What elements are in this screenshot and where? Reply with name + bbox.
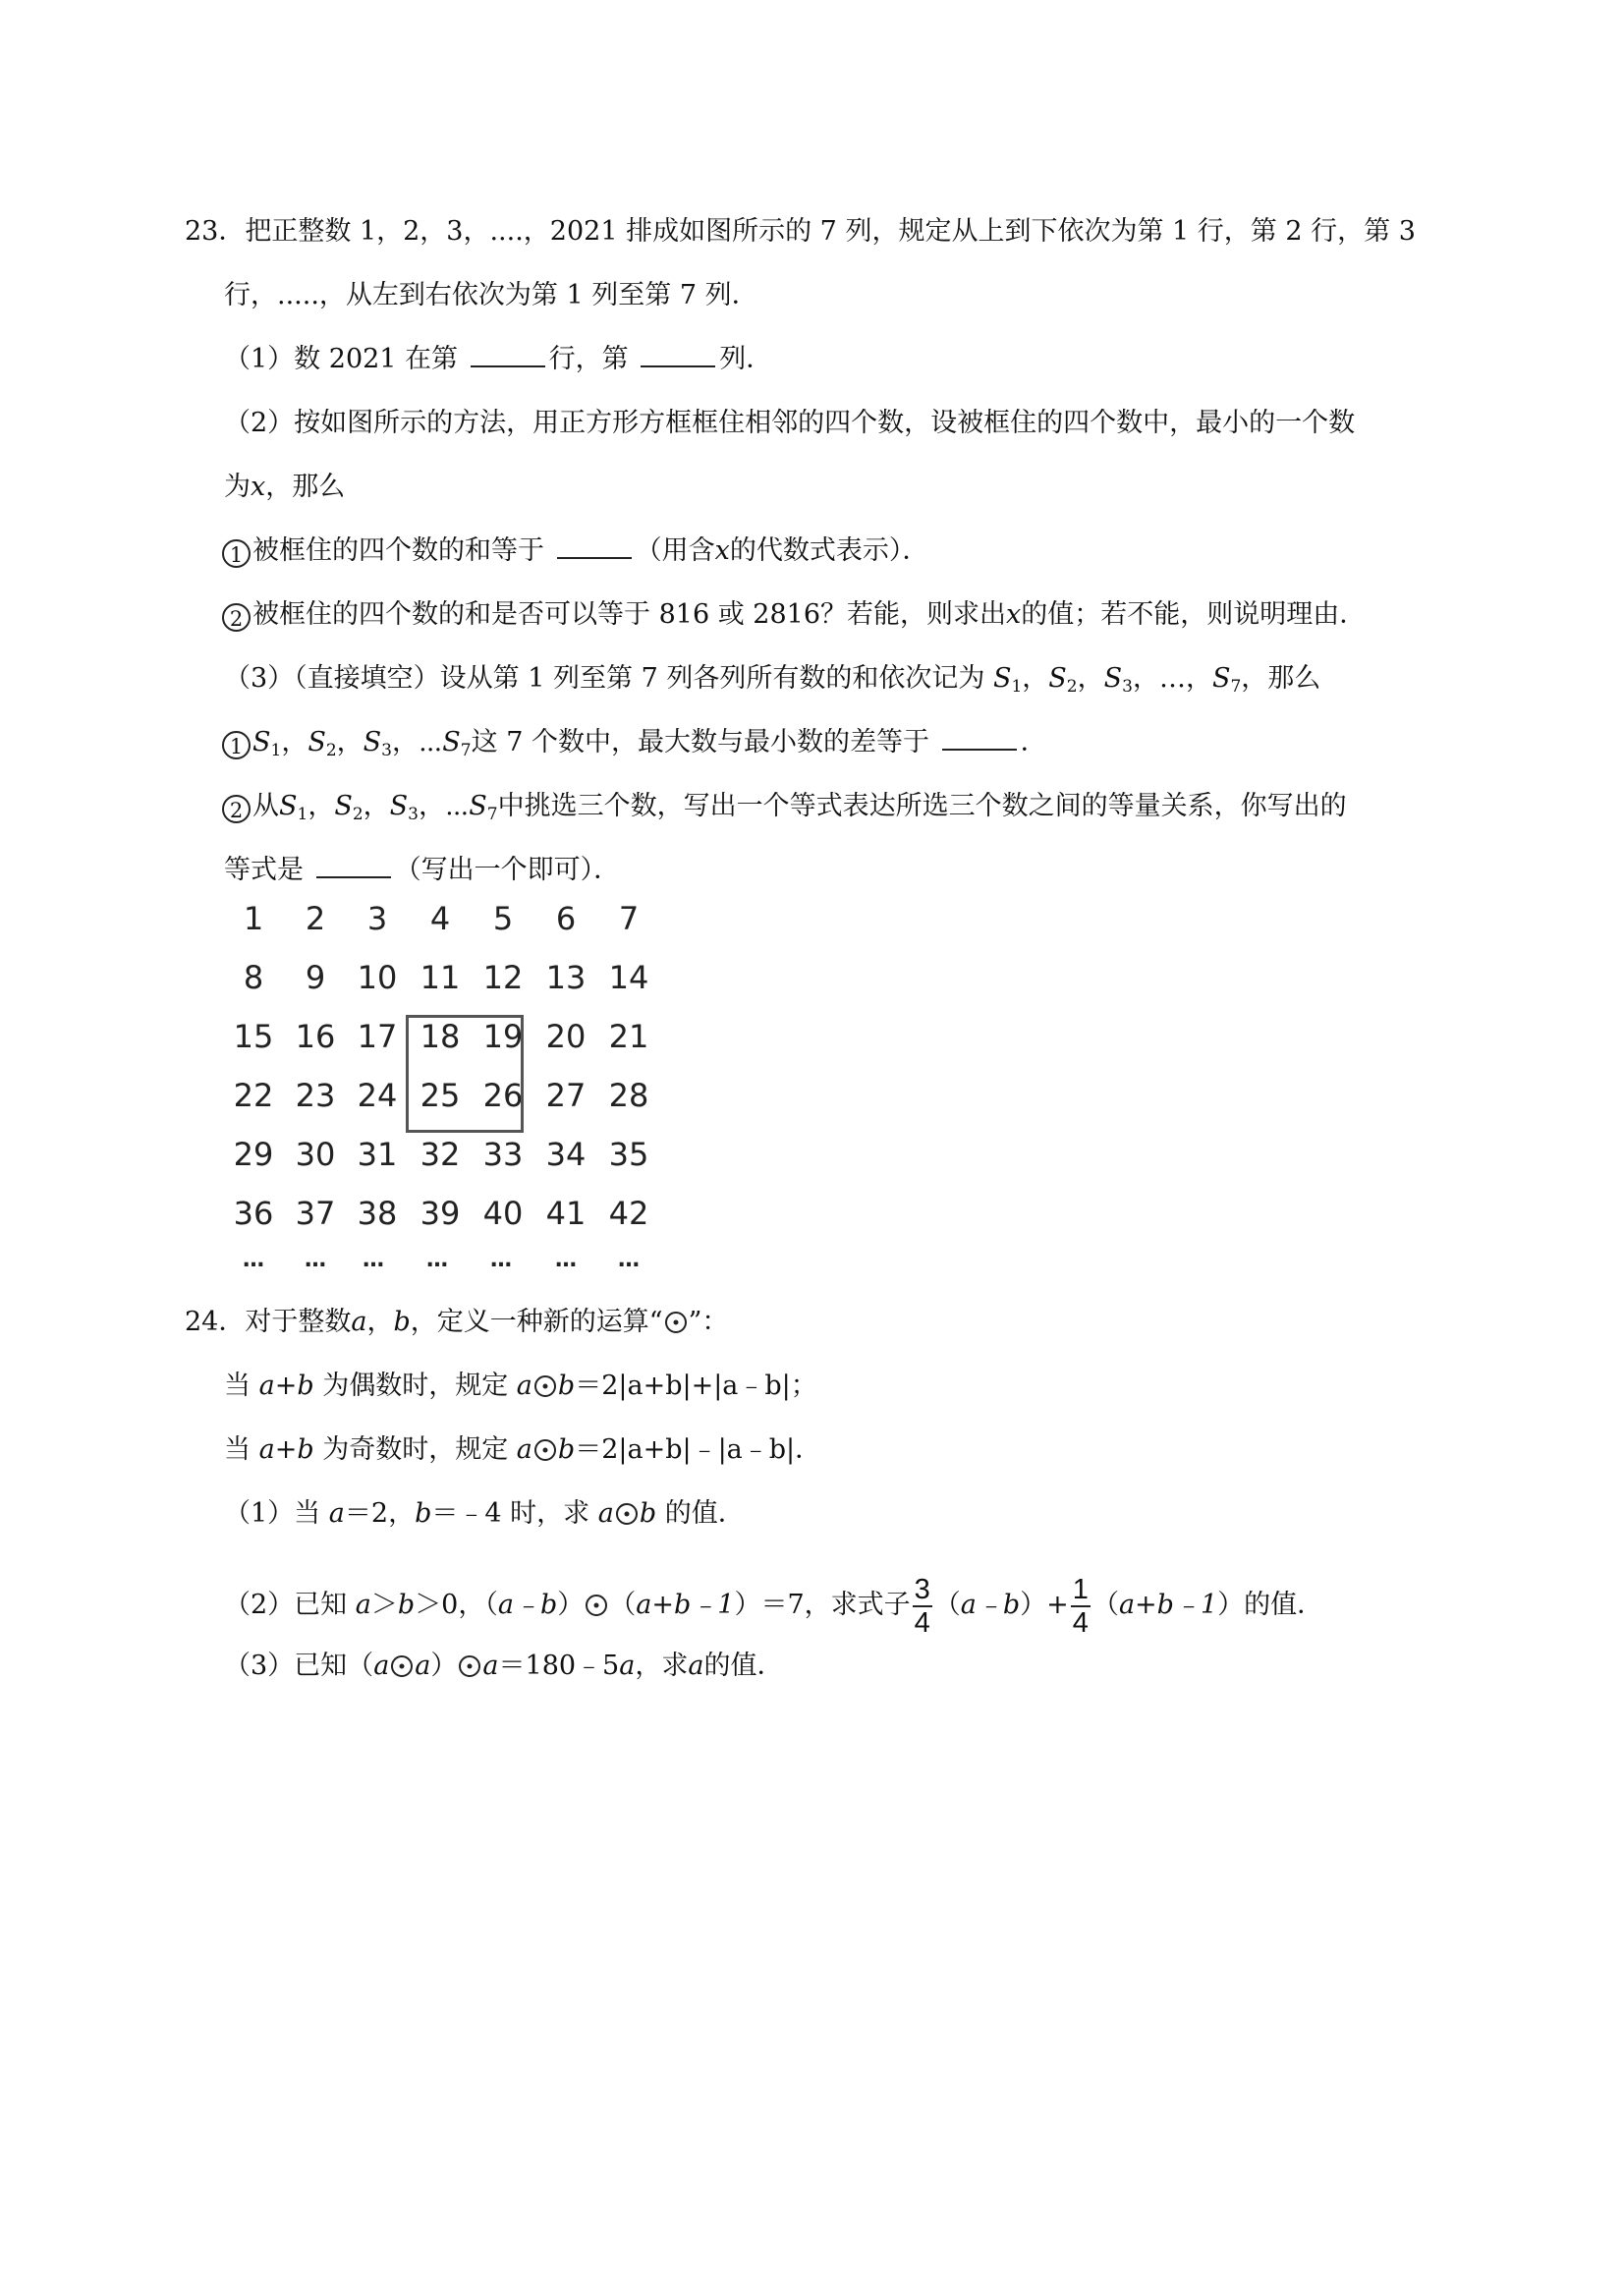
grid-cell: 30: [295, 1136, 336, 1173]
q23-p2-text-3: ，那么: [265, 472, 346, 502]
grid-cell: 33: [482, 1136, 524, 1173]
q24-p2-text-6: ）＝7，求式子: [734, 1590, 911, 1620]
q24-p2-text-2: ＞: [370, 1590, 398, 1620]
grid-cell: 1: [243, 900, 264, 937]
comma: ，: [1077, 663, 1104, 694]
subscript: 1: [1011, 677, 1023, 697]
grid-cell: 37: [295, 1195, 336, 1232]
circled-one-icon: 1: [222, 731, 251, 759]
answer-blank-equation[interactable]: [316, 853, 391, 878]
q24-definition-odd: [224, 1432, 821, 1468]
grid-cell: 19: [482, 1018, 524, 1055]
variable-b: b: [397, 1590, 416, 1620]
q24-p2-text-4: ）: [557, 1590, 585, 1620]
q23-p2-2-text-2: 的值；若不能，则说明理由．: [1021, 599, 1367, 630]
variable-b: b: [393, 1307, 411, 1337]
grid-cell: 34: [545, 1136, 587, 1173]
subscript: 2: [1066, 677, 1078, 697]
circled-two-icon: 2: [222, 603, 251, 632]
grid-cell: 39: [420, 1195, 461, 1232]
symbol-s: S: [1103, 663, 1123, 694]
q24-p1-text-2: ＝2，: [344, 1498, 416, 1529]
q24-stem: [185, 1305, 728, 1340]
q24-def-formula: ＝2|a+b|+|a﹣b|；: [575, 1371, 817, 1401]
grid-ellipsis: …: [243, 1248, 264, 1272]
variable-x: x: [1006, 599, 1022, 630]
comma: ，: [418, 791, 445, 821]
q23-part3-sub1: [222, 725, 1047, 768]
variable-b: b: [557, 1371, 576, 1401]
q24-definition-even: [224, 1369, 817, 1404]
odot-operator-icon: [459, 1655, 480, 1677]
variable-a: a: [516, 1434, 532, 1465]
q23-p3-2-text-4: （写出一个即可）．: [394, 855, 621, 885]
q23-p1-text-2: 行，第: [548, 344, 629, 374]
symbol-s: S: [992, 663, 1012, 694]
q23-p2-1-text: 被框住的四个数的和等于: [252, 535, 544, 566]
grid-cell: 42: [608, 1195, 649, 1232]
grid-cell: 13: [545, 959, 587, 996]
grid-cell: 29: [233, 1136, 274, 1173]
q24-p2-text-9: （: [1091, 1590, 1119, 1620]
q23-p3-2-text-3: 等式是: [224, 855, 304, 885]
q24-p1-text-3: ＝﹣4 时，求: [431, 1498, 590, 1529]
subscript: 7: [486, 805, 498, 824]
symbol-s: S: [363, 727, 382, 757]
grid-cell: 21: [608, 1018, 649, 1055]
comma: ，: [336, 727, 364, 757]
subscript: 1: [270, 741, 282, 760]
q23-stem-line1: [185, 214, 1416, 250]
square-frame-box: [406, 1015, 524, 1133]
q24-p3-text-2: ）: [430, 1651, 458, 1681]
grid-cell: 32: [420, 1136, 461, 1173]
q24-p2-text: （2）已知: [224, 1590, 348, 1620]
variable-x: x: [714, 535, 730, 566]
q24-p1-text: （1）当: [224, 1498, 321, 1529]
circled-two-icon: 2: [222, 795, 251, 823]
expression-a-minus-b: a﹣b: [497, 1590, 558, 1620]
q24-p2-text-7: （: [933, 1590, 961, 1620]
variable-a: a: [351, 1307, 367, 1337]
subscript: 3: [408, 805, 419, 824]
grid-cell: 14: [608, 959, 649, 996]
q24-stem-text-3: ”：: [688, 1307, 729, 1337]
q24-p1-text-4: 的值．: [664, 1498, 745, 1529]
variable-b: b: [557, 1434, 576, 1465]
grid-cell: 10: [357, 959, 398, 996]
q24-p2-text-10: ）的值．: [1217, 1590, 1324, 1620]
variable-a: a: [688, 1651, 704, 1681]
grid-cell: 38: [357, 1195, 398, 1232]
symbol-s: S: [1048, 663, 1067, 694]
q23-p3-2-text: 从: [252, 791, 279, 821]
odot-operator-icon: [534, 1439, 556, 1461]
expression-a-plus-b-minus-1: a+b﹣1: [1118, 1590, 1218, 1620]
grid-cell: 16: [295, 1018, 336, 1055]
q24-p3-text-4: ，求: [635, 1651, 689, 1681]
grid-cell: 3: [366, 900, 388, 937]
q24-p3-text-5: 的值．: [703, 1651, 784, 1681]
grid-cell: 12: [482, 959, 524, 996]
fraction-denominator: 4: [1072, 1606, 1089, 1639]
grid-cell: 36: [233, 1195, 274, 1232]
subscript: 2: [352, 805, 364, 824]
grid-cell: 6: [555, 900, 577, 937]
q23-p3-text: （3）（直接填空）设从第 1 列至第 7 列各列所有数的和依次记为: [224, 663, 985, 694]
expression-a-plus-b: a+b: [258, 1371, 314, 1401]
grid-cell: 40: [482, 1195, 524, 1232]
grid-cell: 35: [608, 1136, 649, 1173]
grid-cell: 5: [492, 900, 514, 937]
q23-p3-text-2: ，那么: [1241, 663, 1321, 694]
variable-a: a: [415, 1651, 431, 1681]
q23-p2-text: （2）按如图所示的方法，用正方形方框框住相邻的四个数，设被框住的四个数中，最小的一个数: [224, 408, 1356, 438]
subscript: 3: [1122, 677, 1133, 697]
grid-cell: 18: [420, 1018, 461, 1055]
q23-p3-1-text: 这 7 个数中，最大数与最小数的差等于: [471, 727, 929, 757]
grid-ellipsis: …: [305, 1248, 326, 1272]
q23-part2-line1: [224, 406, 1355, 441]
q23-p2-1-text-3: 的代数式表示）．: [729, 535, 929, 566]
comma: ，: [308, 791, 335, 821]
subscript: 1: [297, 805, 308, 824]
fraction-three-quarters: [913, 1574, 932, 1639]
odot-operator-icon: [665, 1312, 687, 1333]
symbol-s: S: [308, 727, 326, 757]
variable-a: a: [619, 1651, 636, 1681]
variable-a: a: [516, 1371, 532, 1401]
fraction-denominator: 4: [914, 1606, 930, 1639]
variable-a: a: [328, 1498, 345, 1529]
q23-p1-text: （1）数 2021 在第: [224, 344, 459, 374]
symbol-s: S: [389, 791, 409, 821]
grid-ellipsis: …: [618, 1248, 640, 1272]
q23-part2-sub2: [222, 597, 1366, 633]
q23-p1-text-3: 列．: [719, 344, 773, 374]
symbol-s: S: [334, 791, 353, 821]
q23-p3-1-text-2: ．: [1020, 727, 1047, 757]
grid-cell: 4: [429, 900, 451, 937]
q24-part1: [224, 1496, 745, 1532]
grid-cell: 27: [545, 1077, 587, 1114]
grid-cell: 11: [420, 959, 461, 996]
subscript: 3: [381, 741, 392, 760]
symbol-s: S: [252, 727, 271, 757]
answer-blank-column[interactable]: [641, 342, 715, 367]
q24-number: 24．: [185, 1307, 246, 1337]
q24-p3-text-3: ＝180﹣5: [498, 1651, 620, 1681]
grid-ellipsis: …: [363, 1248, 384, 1272]
grid-cell: 25: [420, 1077, 461, 1114]
q24-stem-text-2: ，定义一种新的运算“: [410, 1307, 663, 1337]
grid-cell: 15: [233, 1018, 274, 1055]
variable-b: b: [639, 1498, 657, 1529]
q24-def-text: 当: [224, 1434, 251, 1465]
q23-part2-line2: [224, 470, 345, 505]
grid-cell: 2: [305, 900, 326, 937]
comma: ，: [1185, 663, 1212, 694]
fraction-numerator: 3: [914, 1573, 930, 1605]
grid-cell: 20: [545, 1018, 587, 1055]
odot-operator-icon: [534, 1375, 556, 1397]
grid-cell: 24: [357, 1077, 398, 1114]
symbol-s: S: [1211, 663, 1231, 694]
q24-def-text-3: 为奇数时，规定: [322, 1434, 509, 1465]
q24-part3: [224, 1649, 783, 1684]
variable-a: a: [597, 1498, 614, 1529]
comma: ，: [281, 727, 308, 757]
q23-stem-line2: [224, 278, 758, 313]
variable-a: a: [355, 1590, 371, 1620]
variable-a: a: [373, 1651, 390, 1681]
grid-cell: 17: [357, 1018, 398, 1055]
q24-def-formula-2: ＝2|a+b|﹣|a﹣b|．: [575, 1434, 822, 1465]
answer-blank-difference[interactable]: [942, 725, 1017, 751]
q24-p2-text-8: ）+: [1020, 1590, 1069, 1620]
fraction-one-quarter: [1071, 1574, 1091, 1639]
grid-cell: 41: [545, 1195, 587, 1232]
subscript: 7: [460, 741, 472, 760]
grid-ellipsis: …: [490, 1248, 512, 1272]
subscript: 7: [1230, 677, 1242, 697]
variable-x: x: [251, 472, 266, 502]
variable-b: b: [415, 1498, 432, 1529]
symbol-s: S: [279, 791, 298, 821]
q23-part3-sub2-line1: [222, 789, 1347, 832]
q23-p3-2-text-2: 中挑选三个数，写出一个等式表达所选三个数之间的等量关系，你写出的: [497, 791, 1347, 821]
odot-operator-icon: [586, 1595, 607, 1616]
fraction-numerator: 1: [1072, 1573, 1089, 1605]
q24-stem-text: 对于整数: [245, 1307, 352, 1337]
ellipsis: …: [1158, 663, 1186, 694]
expression-a-plus-b: a+b: [258, 1434, 314, 1465]
grid-cell: 28: [608, 1077, 649, 1114]
q23-part3-sub2-line2: [224, 853, 620, 888]
comma: ，: [391, 727, 419, 757]
q23-p2-1-text-2: （用含: [635, 535, 715, 566]
comma: ，: [1132, 663, 1159, 694]
comma: ，: [366, 1307, 394, 1337]
q23-number: 23．: [185, 216, 246, 247]
grid-cell: 26: [482, 1077, 524, 1114]
ellipsis: ⋯: [444, 791, 470, 821]
grid-cell: 9: [305, 959, 326, 996]
odot-operator-icon: [616, 1503, 638, 1525]
answer-blank-sum[interactable]: [557, 533, 632, 559]
comma: ，: [1022, 663, 1049, 694]
q23-part1: [224, 342, 772, 377]
q23-stem-text: 把正整数 1，2，3，....，2021 排成如图所示的 7 列，规定从上到下依次为第 1 行，第 2 行，第 3: [245, 216, 1416, 247]
ellipsis: ⋯: [418, 727, 443, 757]
odot-operator-icon: [391, 1655, 413, 1677]
answer-blank-row[interactable]: [471, 342, 545, 367]
expression-a-plus-b-minus-1: a+b﹣1: [636, 1590, 735, 1620]
q23-p2-text-2: 为: [224, 472, 251, 502]
circled-one-icon: 1: [222, 539, 251, 568]
q24-p3-text: （3）已知（: [224, 1651, 374, 1681]
symbol-s: S: [442, 727, 461, 757]
q24-p2-text-3: ＞0，（: [415, 1590, 498, 1620]
q24-p2-text-5: （: [609, 1590, 637, 1620]
grid-cell: 31: [357, 1136, 398, 1173]
q23-stem-text-2: 行，.....，从左到右依次为第 1 列至第 7 列．: [224, 280, 758, 310]
q23-p2-2-text: 被框住的四个数的和是否可以等于 816 或 2816？若能，则求出: [252, 599, 1006, 630]
variable-a: a: [482, 1651, 499, 1681]
expression-a-minus-b: a﹣b: [960, 1590, 1021, 1620]
q24-def-text: 当: [224, 1371, 251, 1401]
symbol-s: S: [469, 791, 487, 821]
q23-part2-sub1: [222, 533, 928, 569]
grid-cell: 7: [618, 900, 640, 937]
grid-ellipsis: …: [426, 1248, 448, 1272]
grid-cell: 8: [243, 959, 264, 996]
q23-part3: [224, 661, 1320, 704]
q24-def-text-2: 为偶数时，规定: [322, 1371, 509, 1401]
grid-cell: 23: [295, 1077, 336, 1114]
grid-ellipsis: …: [555, 1248, 577, 1272]
q24-part2: [224, 1570, 1323, 1641]
subscript: 2: [325, 741, 337, 760]
comma: ，: [363, 791, 390, 821]
grid-cell: 22: [233, 1077, 274, 1114]
